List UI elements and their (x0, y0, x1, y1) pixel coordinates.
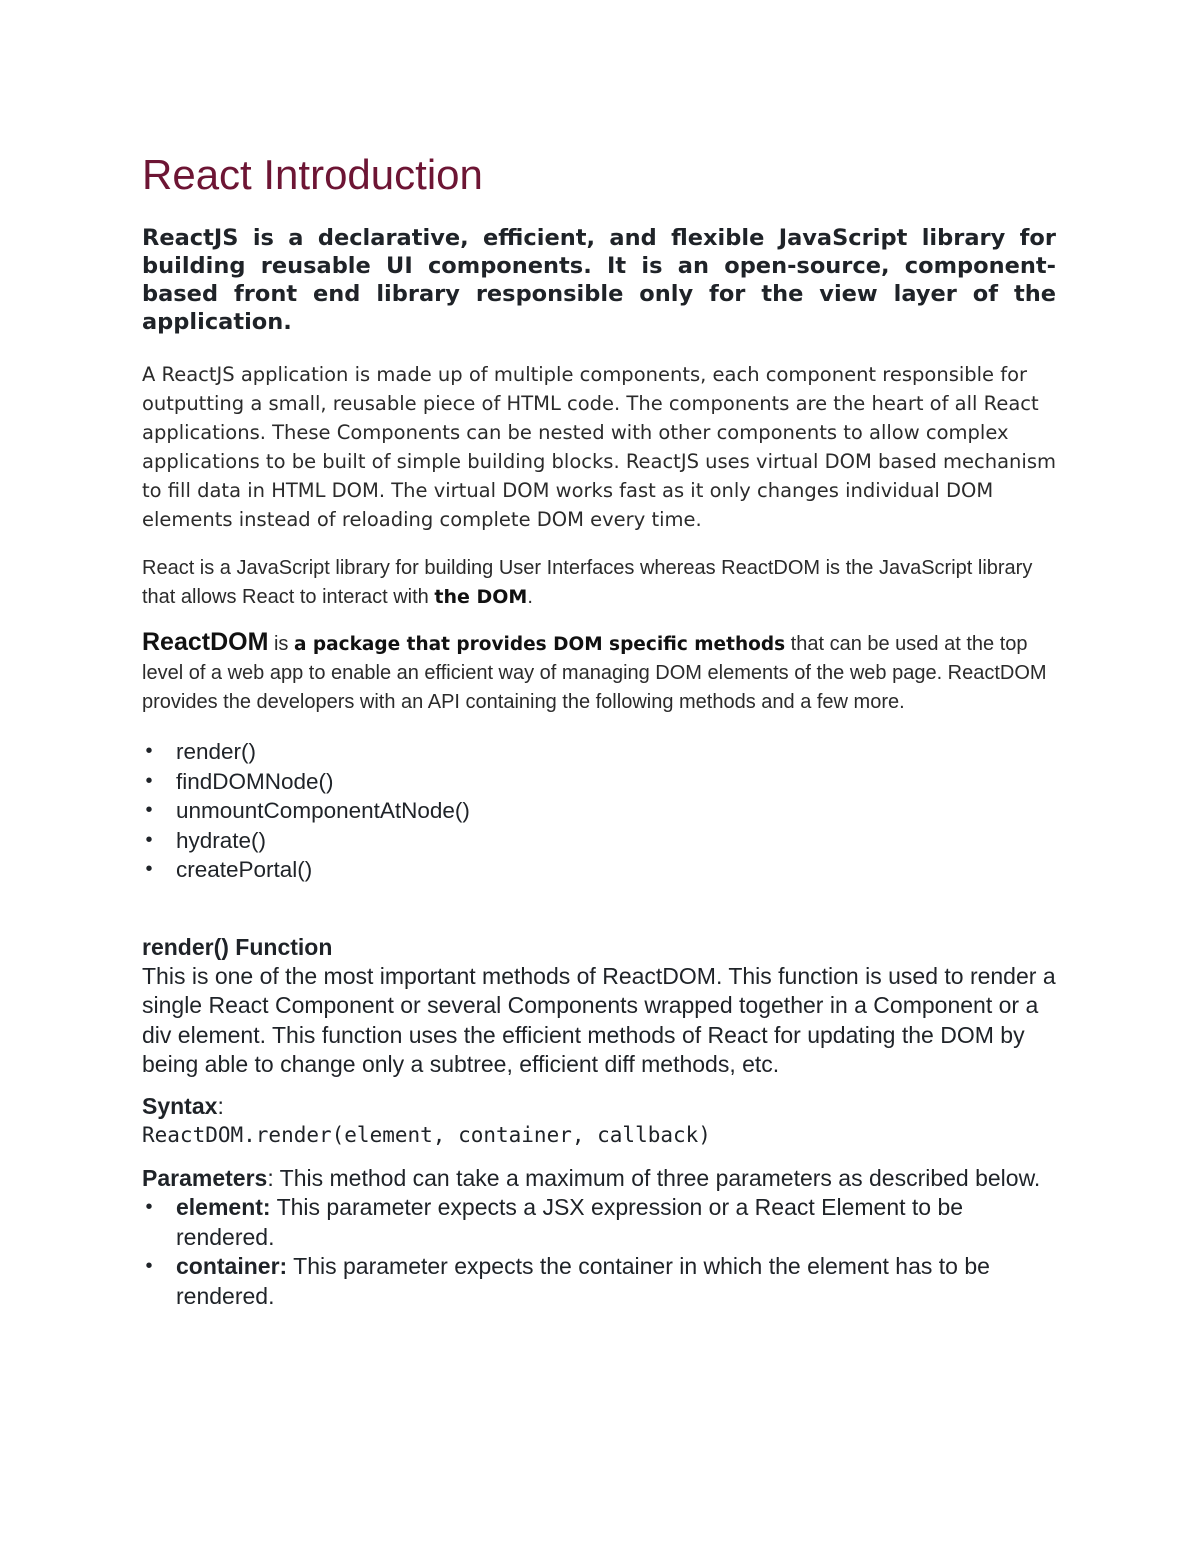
bullet-icon: • (145, 1255, 153, 1277)
parameters-list (142, 1193, 1058, 1311)
list-item (142, 767, 1058, 797)
parameters-paragraph (142, 1164, 1058, 1194)
intro-paragraph: ReactJS is a declarative, efficient, and flexible JavaScript library for building reusable UI components. It is an open-source, component-based front end library responsible only for the view layer of the application. (142, 225, 1056, 335)
syntax-colon: : (217, 1092, 224, 1119)
reactdom-lead: ReactDOM (142, 628, 269, 656)
page-title: React Introduction (142, 151, 483, 198)
param-desc: This parameter expects a JSX expression or a React Element to be rendered. (176, 1194, 964, 1250)
para3-text: React is a JavaScript library for building User Interfaces whereas ReactDOM is the JavaScript library that allows React to interact with (142, 557, 1033, 608)
list-item (142, 855, 1058, 885)
bullet-icon: • (145, 740, 153, 762)
bullet-icon: • (145, 1196, 153, 1218)
method-name: render() (176, 739, 257, 764)
param-name: element: (176, 1194, 271, 1220)
bullet-icon: • (145, 769, 153, 792)
methods-list (142, 737, 1058, 885)
method-name: hydrate() (176, 827, 267, 853)
reactdom-definition-paragraph (142, 628, 1058, 717)
method-name: unmountComponentAtNode() (176, 798, 470, 823)
bullet-icon: • (145, 799, 153, 821)
list-item (142, 737, 1058, 767)
syntax-code: ReactDOM.render(element, container, callback) (142, 1122, 711, 1147)
bullet-icon: • (145, 858, 153, 880)
param-name: container: (176, 1253, 288, 1279)
reactdom-vs-react-paragraph (142, 554, 1058, 612)
method-name: createPortal() (176, 857, 313, 882)
components-paragraph: A ReactJS application is made up of multiple components, each component responsible for outputting a small, reusable piece of HTML code. The components are the heart of all React applications. These Components can be nested with other components to allow complex applications to be built of simple building blocks. ReactJS uses virtual DOM based mechanism to fill data in HTML DOM. The virtual DOM works fast as it only changes individual DOM elements instead of reloading complete DOM every time. (142, 363, 1056, 531)
para4-is: is (268, 633, 294, 655)
render-section-title: render() Function (142, 933, 333, 960)
document-content (142, 150, 1058, 1311)
parameters-label: Parameters (142, 1164, 268, 1191)
list-item (142, 1252, 1058, 1311)
list-item (142, 796, 1058, 826)
list-item (142, 1193, 1058, 1252)
para3-bold: the DOM (434, 586, 528, 608)
method-name: findDOMNode() (176, 768, 334, 794)
parameters-text: : This method can take a maximum of three parameters as described below. (267, 1164, 1041, 1191)
para4-bold: a package that provides DOM specific methods (293, 634, 786, 655)
syntax-label (142, 1092, 1058, 1121)
bullet-icon: • (145, 828, 153, 851)
list-item (142, 826, 1058, 856)
para3-end: . (527, 586, 533, 608)
param-desc: This parameter expects the container in which the element has to be rendered. (176, 1253, 990, 1309)
render-description: This is one of the most important methods of ReactDOM. This function is used to render a single React Component or several Components wrapped together in a Component or a div element. This function uses the efficient methods of React for updating the DOM by being able to change only a subtree, efficient diff methods, etc. (142, 962, 1056, 1077)
syntax-label-text: Syntax (142, 1092, 218, 1119)
para4-rest: that can be used at the top level of a web app to enable an efficient way of managing DOM elements of the web page. ReactDOM provides the developers with an API containing the following methods and a few more. (142, 633, 1047, 713)
